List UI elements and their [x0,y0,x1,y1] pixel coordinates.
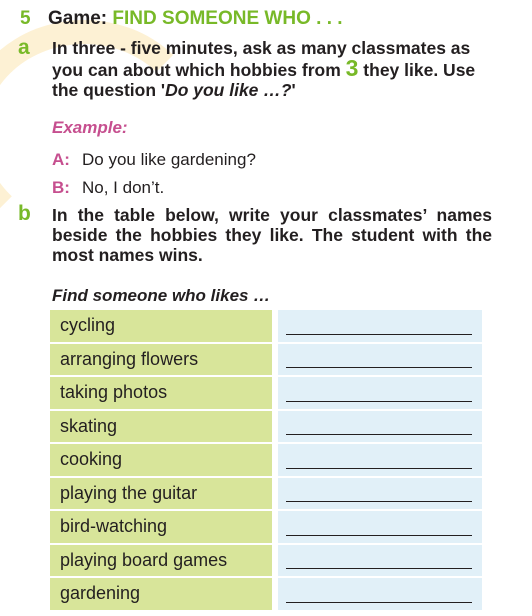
answer-line [286,602,472,603]
part-b-marker: b [18,202,31,225]
hobby-cell: taking photos [50,377,272,411]
exercise-title [48,8,343,30]
example-label: Example: [52,118,128,137]
name-answer-field[interactable] [278,377,482,411]
table-row [50,344,482,378]
speaker-a: A: [52,150,70,169]
example-line-b [52,178,164,198]
name-answer-field[interactable] [278,478,482,512]
line-a-text: Do you like gardening? [82,150,256,169]
name-answer-field[interactable] [278,545,482,579]
title-main: FIND SOMEONE WHO . . . [112,8,343,29]
answer-line [286,501,472,502]
table-row [50,310,482,344]
line-b-text: No, I don’t. [82,178,165,197]
hobby-cell: playing board games [50,545,272,579]
table-row [50,545,482,579]
answer-line [286,367,472,368]
table-row [50,578,482,612]
table-row [50,478,482,512]
hobby-cell: arranging flowers [50,344,272,378]
reference-number: 3 [345,55,359,81]
part-a-instructions [52,38,492,100]
example-line-a [52,150,256,170]
table-heading: Find someone who likes … [52,286,271,305]
question-prompt: Do you like …? [165,80,292,100]
name-answer-field[interactable] [278,511,482,545]
part-a-marker: a [18,36,30,59]
part-a-text-end: ' [291,80,296,100]
title-prefix: Game: [48,8,113,29]
answer-line [286,401,472,402]
answer-line [286,535,472,536]
table-row [50,377,482,411]
speaker-b: B: [52,178,70,197]
name-answer-field[interactable] [278,411,482,445]
name-answer-field[interactable] [278,310,482,344]
name-answer-field[interactable] [278,444,482,478]
table-row [50,511,482,545]
hobby-cell: gardening [50,578,272,612]
answer-line [286,468,472,469]
hobby-cell: skating [50,411,272,445]
hobby-cell: cooking [50,444,272,478]
answer-line [286,334,472,335]
hobby-cell: bird-watching [50,511,272,545]
hobby-cell: playing the guitar [50,478,272,512]
part-a-text-after: they like. Use the question ' [52,60,476,100]
part-b-instructions: In the table below, write your classmates’ names beside the hobbies they like. The student with the most names wins. [52,205,492,265]
table-row [50,411,482,445]
name-answer-field[interactable] [278,578,482,612]
hobby-cell: cycling [50,310,272,344]
table-row [50,444,482,478]
hobbies-table [50,310,482,612]
answer-line [286,568,472,569]
section-number: 5 [20,8,31,29]
answer-line [286,434,472,435]
part-a-text-before: In three - five minutes, ask as many classmates as you can about which hobbies from [52,38,471,80]
name-answer-field[interactable] [278,344,482,378]
